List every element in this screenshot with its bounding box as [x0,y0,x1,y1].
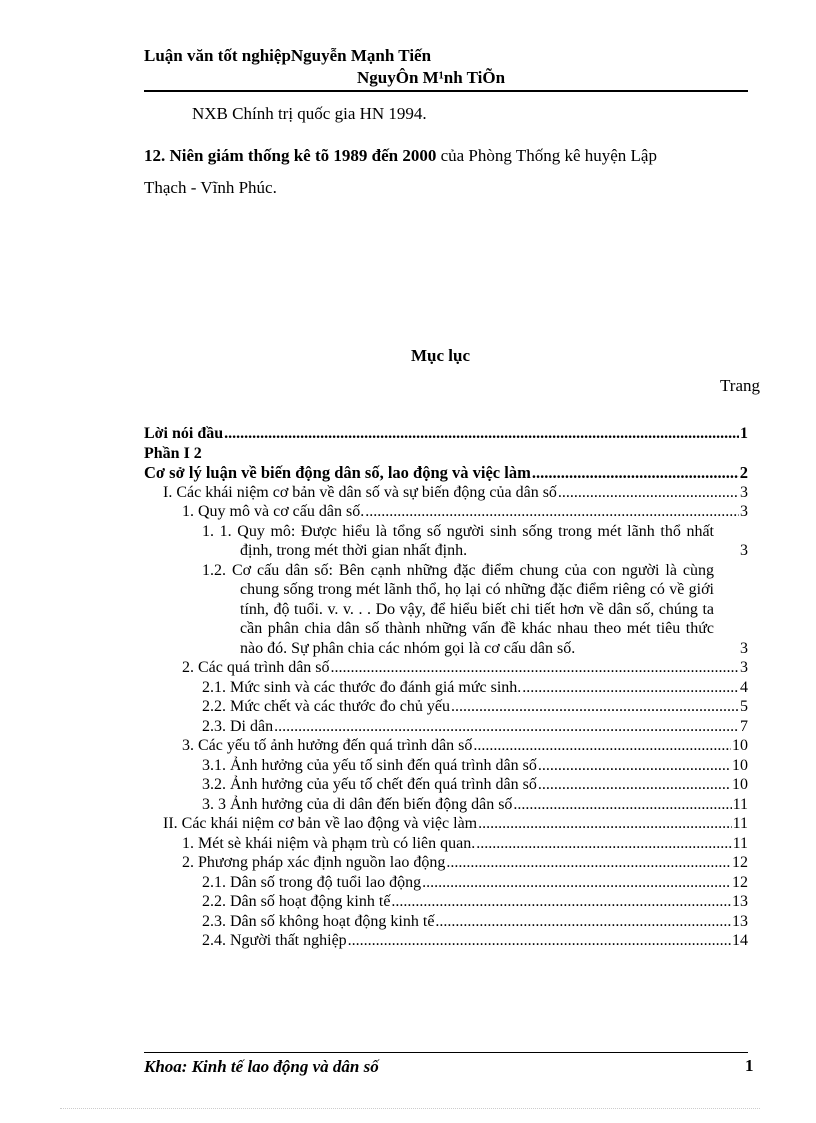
toc-item-page: 10 [732,776,748,793]
toc-item-page: 10 [732,737,748,754]
toc-item-text: 2.2. Dân số hoạt động kinh tế [202,893,391,910]
toc-title: Mục lục [411,346,471,365]
toc-leader [558,483,739,503]
header-author-garbled: NguyÔn M¹nh TiÕn [357,68,506,87]
toc-leader [538,775,731,795]
toc-leader [538,756,731,776]
toc-item-text: 1. Quy mô và cơ cấu dân số. [182,503,365,520]
toc-item[interactable] [144,502,748,522]
toc-leader [274,717,739,737]
toc-item[interactable] [144,522,748,561]
toc-leader [473,736,731,756]
toc-item[interactable] [144,853,748,873]
toc-item-page: 3 [740,503,748,520]
toc-item-page: 13 [732,893,748,910]
toc-item-page: 2 [739,463,748,482]
toc-item[interactable] [144,561,748,659]
toc-item-page: 11 [732,834,748,852]
page-number: 1 [745,1056,754,1075]
toc-item-text: 2. Phương pháp xác định nguồn lao động [182,854,446,871]
toc-item-page: 10 [732,756,748,774]
toc-item-page: 4 [740,678,748,696]
toc-leader [331,658,739,678]
toc-item-page: 3 [740,542,748,559]
toc-item-page: 3 [740,659,748,676]
reference-11-tail: NXB Chính trị quốc gia HN 1994. [192,104,427,123]
footer-faculty: Khoa: Kinh tế lao động và dân số [144,1057,379,1076]
reference-12-line2: Thạch - Vĩnh Phúc. [144,178,277,197]
header-divider [144,90,748,92]
toc-item-text: 1. 1. Quy mô: Được hiểu là tổng số người sinh sống trong mét lãnh thổ nhất định, trong mét thời gian nhất định. [202,522,714,559]
toc-item-text: Cơ sở lý luận về biến động dân số, lao động và việc làm [144,463,531,482]
toc-list [144,424,748,951]
toc-item[interactable] [144,444,748,464]
toc-item[interactable] [144,756,748,776]
toc-item-text: Phần I 2 [144,444,202,462]
toc-leader [391,892,731,912]
toc-item[interactable] [144,736,748,756]
footer-divider [144,1052,748,1053]
toc-item-text: II. Các khái niệm cơ bản về lao động và việc làm [163,815,478,832]
toc-item[interactable] [144,814,748,834]
toc-item-page: 11 [732,815,748,832]
toc-item-text: I. Các khái niệm cơ bản về dân số và sự biến động của dân số [163,483,557,501]
toc-item-text: 2. Các quá trình dân số [182,659,330,676]
toc-leader [532,463,739,483]
toc-item-page: 11 [732,795,748,813]
reference-12-line1 [144,146,657,166]
reference-12-source: của Phòng Thống kê huyện Lập [436,146,657,165]
toc-item[interactable] [144,424,748,444]
toc-leader [451,697,739,717]
toc-item-page: 5 [740,698,748,715]
toc-item-page: 3 [740,483,748,501]
toc-leader [446,853,731,873]
toc-item-page: 13 [732,912,748,930]
toc-leader [478,814,731,834]
toc-leader [435,912,731,932]
toc-item[interactable] [144,834,748,854]
toc-leader [513,795,731,815]
toc-item[interactable] [144,483,748,503]
toc-item[interactable] [144,463,748,483]
toc-item-text: 1.2. Cơ cấu dân số: Bên cạnh những đặc điểm chung của con người là cùng chung sống trong mét lãnh thổ, họ lại có những đặc điểm riêng có về giới tính, độ tuổi. v. v. . . Do vậy, để hiểu biết chi tiết hơn về dân số, chúng ta cần phân chia dân số thành những vấn đề khác nhau theo mét tiêu thức nào đó. Sự phân chia các nhóm gọi là cơ cấu dân số. [202,561,714,657]
toc-item-page: 12 [732,873,748,891]
toc-item[interactable] [144,873,748,893]
reference-12-title: 12. Niên giám thống kê tõ 1989 đến 2000 [144,146,437,165]
toc-item-text: 3.2. Ảnh hưởng của yếu tố chết đến quá trình dân số [202,776,537,793]
toc-leader [422,873,731,893]
toc-item[interactable] [144,658,748,678]
toc-item[interactable] [144,775,748,795]
toc-item-text: 1. Mét sè khái niệm và phạm trù có liên quan. [182,834,476,852]
toc-item-page: 1 [740,425,748,442]
toc-leader [476,834,731,854]
toc-item-text: 3. 3 Ảnh hưởng của di dân đến biến động dân số [202,795,513,813]
toc-item[interactable] [144,892,748,912]
toc-item-text: 3.1. Ảnh hưởng của yếu tố sinh đến quá trình dân số [202,756,537,774]
toc-item-page: 3 [740,639,748,657]
toc-item[interactable] [144,717,748,737]
toc-item-text: 2.2. Mức chết và các thước đo chủ yếu [202,698,450,715]
toc-page-column-label: Trang [720,376,760,395]
toc-leader [365,502,739,522]
toc-item-page: 12 [732,854,748,871]
toc-item-text: 3. Các yếu tố ảnh hưởng đến quá trình dân số [182,737,473,754]
header-author-line: Luận văn tốt nghiệpNguyễn Mạnh Tiến [144,46,432,65]
page-bottom-edge [60,1108,760,1109]
toc-item-page: 14 [732,932,748,949]
toc-item-text: Lời nói đầu [144,425,224,442]
toc-item[interactable] [144,931,748,951]
toc-item[interactable] [144,678,748,698]
toc-item-text: 2.3. Dân số không hoạt động kinh tế [202,912,435,930]
toc-item-text: 2.1. Mức sinh và các thước đo đánh giá mức sinh. [202,678,522,696]
toc-leader [224,424,739,444]
toc-item[interactable] [144,795,748,815]
toc-leader [522,678,739,698]
toc-item-text: 2.1. Dân số trong độ tuổi lao động [202,873,422,891]
toc-leader [348,931,731,951]
toc-item[interactable] [144,912,748,932]
toc-item-text: 2.4. Người thất nghiệp [202,932,347,949]
toc-item-text: 2.3. Di dân [202,717,274,735]
toc-item-page: 7 [740,717,748,735]
toc-item[interactable] [144,697,748,717]
